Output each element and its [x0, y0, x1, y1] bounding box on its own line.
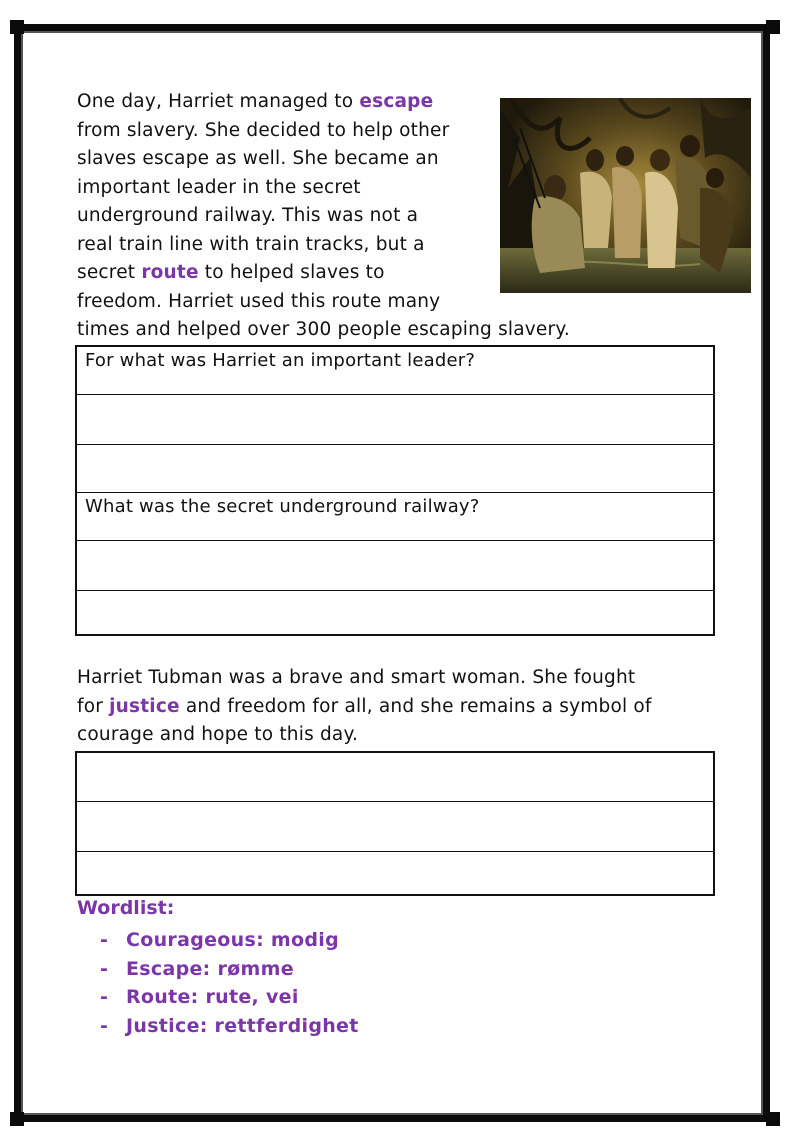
wordlist-item: - Route: rute, vei [100, 986, 299, 1008]
passage-1-line-4: important leader in the secret [77, 176, 361, 198]
wordlist-title: Wordlist: [77, 897, 175, 919]
wordlist [100, 926, 359, 1040]
border-corner [10, 1112, 24, 1126]
wordlist-item: - Justice: rettferdighet [100, 1014, 359, 1037]
passage-1-line-9: times and helped over 300 people escaping slavery. [77, 319, 570, 340]
passage-1 [77, 88, 495, 316]
border-corner [766, 1112, 780, 1126]
border-corner [766, 20, 780, 34]
passage-1-line-3: slaves escape as well. She became an [77, 148, 439, 169]
vocab-escape: escape [359, 91, 434, 112]
passage-2-line-3: courage and hope to this day. [77, 724, 359, 745]
escaping-slaves-painting [500, 98, 751, 293]
vocab-justice: justice [109, 695, 180, 717]
border-corner [10, 20, 24, 34]
answer-line[interactable] [77, 590, 713, 634]
passage-1-line-5: underground railway. This was not a [77, 205, 419, 226]
answer-table-2 [75, 751, 715, 896]
passage-1-line-6: real train line with train tracks, but a [77, 233, 425, 255]
wordlist-item: - Escape: rømme [100, 957, 294, 980]
painting-illustration [500, 98, 751, 293]
question-1: For what was Harriet an important leader? [85, 350, 476, 371]
answer-line[interactable] [77, 394, 713, 444]
passage-1-line-2: from slavery. She decided to help other [77, 119, 450, 141]
answer-line[interactable] [77, 851, 713, 894]
wordlist-item: - Courageous: modig [100, 929, 339, 951]
passage-1-line-7: secret route to helped slaves to [77, 262, 385, 283]
question-table-1 [75, 345, 715, 636]
vocab-route: route [141, 262, 199, 283]
answer-line[interactable] [77, 540, 713, 590]
passage-1-line-8: freedom. Harriet used this route many [77, 290, 441, 312]
passage-1-line-1: One day, Harriet managed to escape [77, 91, 434, 112]
passage-2-line-2: for justice and freedom for all, and she remains a symbol of [77, 695, 652, 717]
answer-line[interactable] [77, 444, 713, 492]
answer-line[interactable] [77, 801, 713, 851]
question-2: What was the secret underground railway? [77, 492, 713, 540]
passage-2-line-1: Harriet Tubman was a brave and smart woman. She fought [77, 667, 636, 688]
passage-2 [77, 664, 717, 750]
answer-line[interactable] [77, 753, 713, 801]
